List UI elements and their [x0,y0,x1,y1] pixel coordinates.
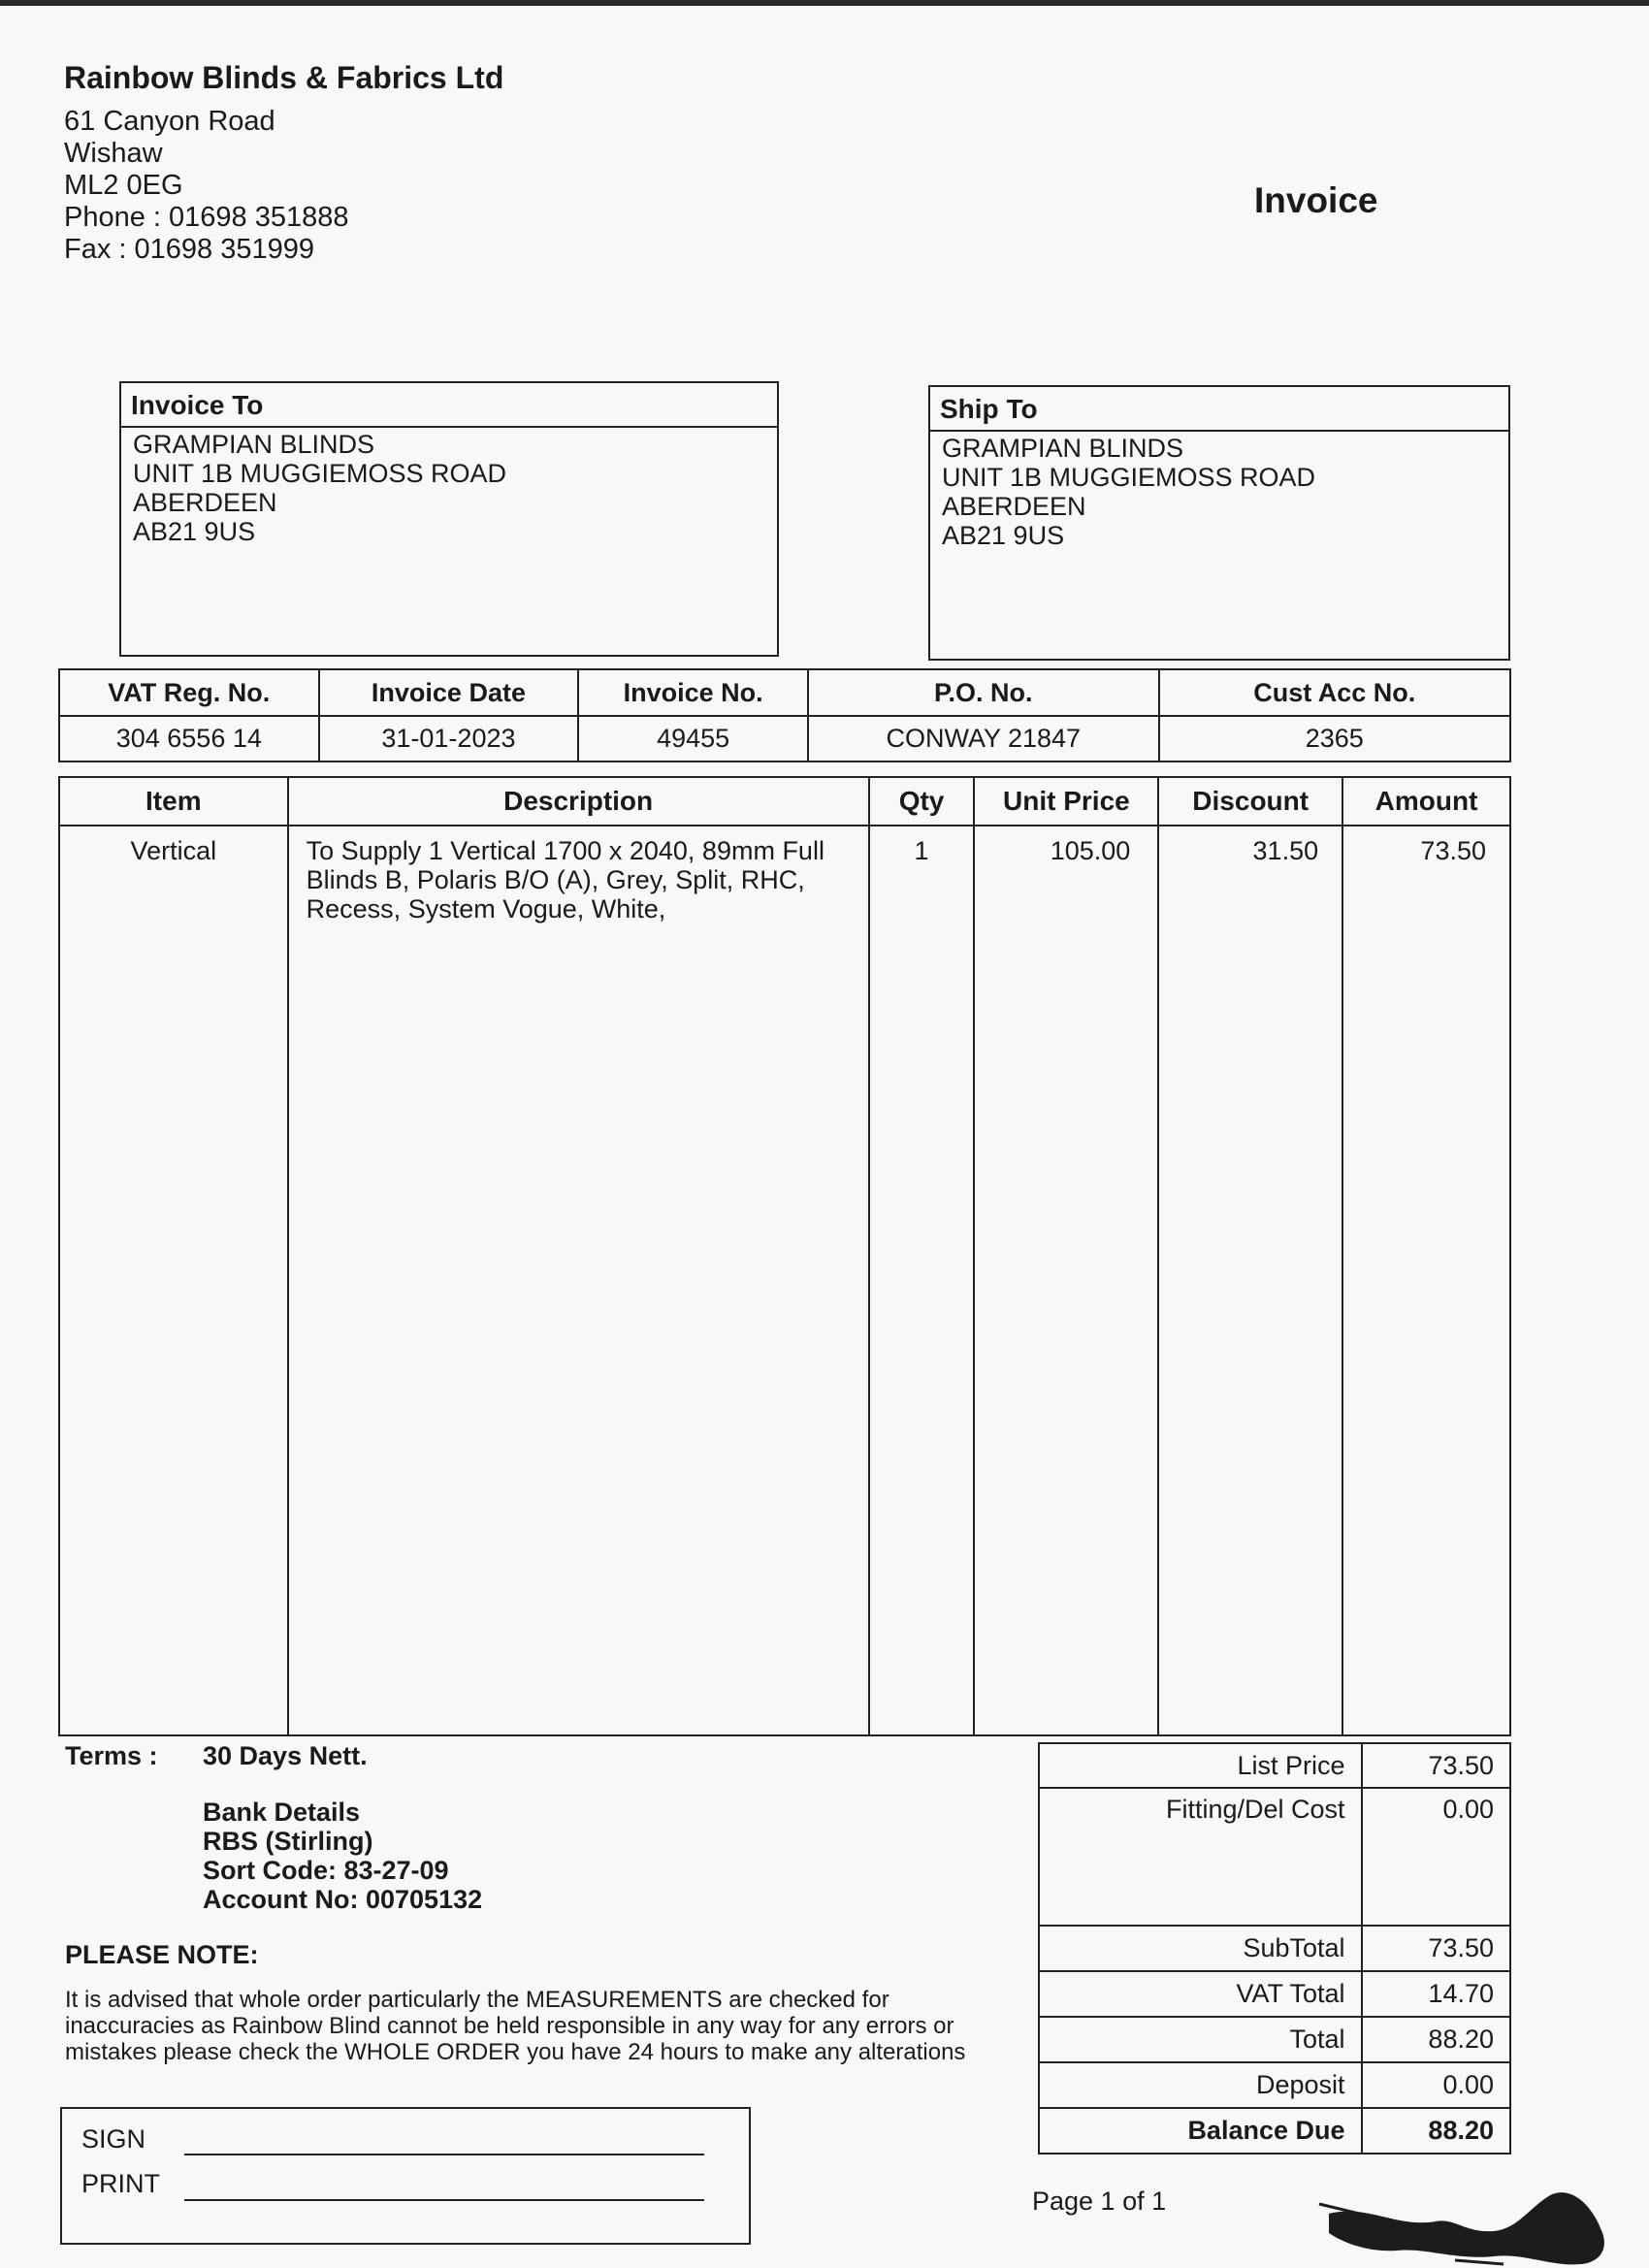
company-address-line2: Wishaw [64,138,163,169]
fitting-label: Fitting/Del Cost [1039,1788,1362,1926]
item-cell: Vertical [59,826,288,1735]
deposit-label: Deposit [1039,2062,1362,2108]
cust-acc-header: Cust Acc No. [1159,669,1510,716]
invoice-date-value: 31-01-2023 [319,716,579,761]
bank-heading: Bank Details [203,1798,361,1827]
description-cell [288,826,869,1735]
invoice-date-header: Invoice Date [319,669,579,716]
print-label: PRINT [81,2169,160,2198]
total-value: 88.20 [1362,2017,1510,2062]
cust-acc-value: 2365 [1159,716,1510,761]
list-price-value: 73.50 [1362,1743,1510,1788]
deposit-value: 0.00 [1362,2062,1510,2108]
totals-table [1038,1742,1511,2155]
ink-smudge-mark [1310,2175,1620,2268]
print-line[interactable] [184,2199,704,2201]
discount-header: Discount [1158,777,1342,826]
totals-row [1039,2062,1510,2108]
table-row [59,826,1510,1735]
vat-total-label: VAT Total [1039,1971,1362,2017]
subtotal-label: SubTotal [1039,1926,1362,1971]
page-number: Page 1 of 1 [1032,2187,1167,2216]
totals-row [1039,1926,1510,1971]
list-price-label: List Price [1039,1743,1362,1788]
qty-header: Qty [869,777,975,826]
vat-reg-header: VAT Reg. No. [59,669,319,716]
description-line: To Supply 1 Vertical 1700 x 2040, 89mm Full [306,836,824,865]
ship-to-line: GRAMPIAN BLINDS [942,434,1184,463]
total-label: Total [1039,2017,1362,2062]
note-heading: PLEASE NOTE: [65,1940,259,1969]
unit-price-cell: 105.00 [974,826,1158,1735]
balance-due-label: Balance Due [1039,2108,1362,2154]
note-body [65,1987,1016,2065]
ship-to-line: ABERDEEN [942,492,1086,521]
ship-to-line: UNIT 1B MUGGIEMOSS ROAD [942,463,1316,492]
info-header-row [59,669,1510,716]
unit-price-header: Unit Price [974,777,1158,826]
note-line: It is advised that whole order particularly the MEASUREMENTS are checked for [65,1987,889,2013]
company-address-line1: 61 Canyon Road [64,106,275,137]
company-name: Rainbow Blinds & Fabrics Ltd [64,60,504,95]
sign-label: SIGN [81,2124,146,2154]
po-no-header: P.O. No. [808,669,1159,716]
totals-row [1039,1743,1510,1788]
company-address-line3: ML2 0EG [64,170,183,201]
totals-row [1039,2017,1510,2062]
discount-cell: 31.50 [1158,826,1342,1735]
invoice-to-heading: Invoice To [121,383,777,428]
vat-total-value: 14.70 [1362,1971,1510,2017]
fitting-value: 0.00 [1362,1788,1510,1926]
invoice-to-box [119,381,779,657]
bank-name: RBS (Stirling) [203,1827,373,1856]
invoice-to-line: ABERDEEN [133,488,277,517]
info-value-row [59,716,1510,761]
invoice-to-line: GRAMPIAN BLINDS [133,430,375,459]
description-header: Description [288,777,869,826]
sign-line[interactable] [184,2154,704,2155]
qty-cell: 1 [869,826,975,1735]
ship-to-heading: Ship To [930,387,1508,432]
sort-code: Sort Code: 83-27-09 [203,1856,449,1885]
balance-due-value: 88.20 [1362,2108,1510,2154]
item-header: Item [59,777,288,826]
totals-row [1039,1788,1510,1926]
invoice-no-value: 49455 [578,716,808,761]
totals-row [1039,1971,1510,2017]
terms-label: Terms : [65,1741,158,1770]
note-line: mistakes please check the WHOLE ORDER you have 24 hours to make any alterations [65,2039,966,2065]
items-header-row [59,777,1510,826]
ship-to-line: AB21 9US [942,521,1065,550]
ship-to-box [928,385,1510,661]
account-number: Account No: 00705132 [203,1885,483,1914]
description-line: Recess, System Vogue, White, [306,894,666,923]
company-fax: Fax : 01698 351999 [64,234,314,265]
invoice-to-line: UNIT 1B MUGGIEMOSS ROAD [133,459,507,488]
ship-to-address [930,432,1508,552]
invoice-to-line: AB21 9US [133,517,256,546]
invoice-info-table [58,668,1511,762]
subtotal-value: 73.50 [1362,1926,1510,1971]
po-no-value: CONWAY 21847 [808,716,1159,761]
bank-details [203,1798,482,1914]
description-line: Blinds B, Polaris B/O (A), Grey, Split, RHC, [306,865,805,894]
amount-cell: 73.50 [1342,826,1510,1735]
amount-header: Amount [1342,777,1510,826]
vat-reg-value: 304 6556 14 [59,716,319,761]
signature-box [60,2107,751,2245]
invoice-to-address [121,428,777,548]
scan-top-edge [0,0,1649,6]
document-title: Invoice [1254,180,1378,220]
terms-value: 30 Days Nett. [203,1741,368,1770]
invoice-no-header: Invoice No. [578,669,808,716]
note-line: inaccuracies as Rainbow Blind cannot be held responsible in any way for any errors or [65,2013,954,2039]
line-items-table [58,776,1511,1736]
totals-row [1039,2108,1510,2154]
company-phone: Phone : 01698 351888 [64,202,349,233]
